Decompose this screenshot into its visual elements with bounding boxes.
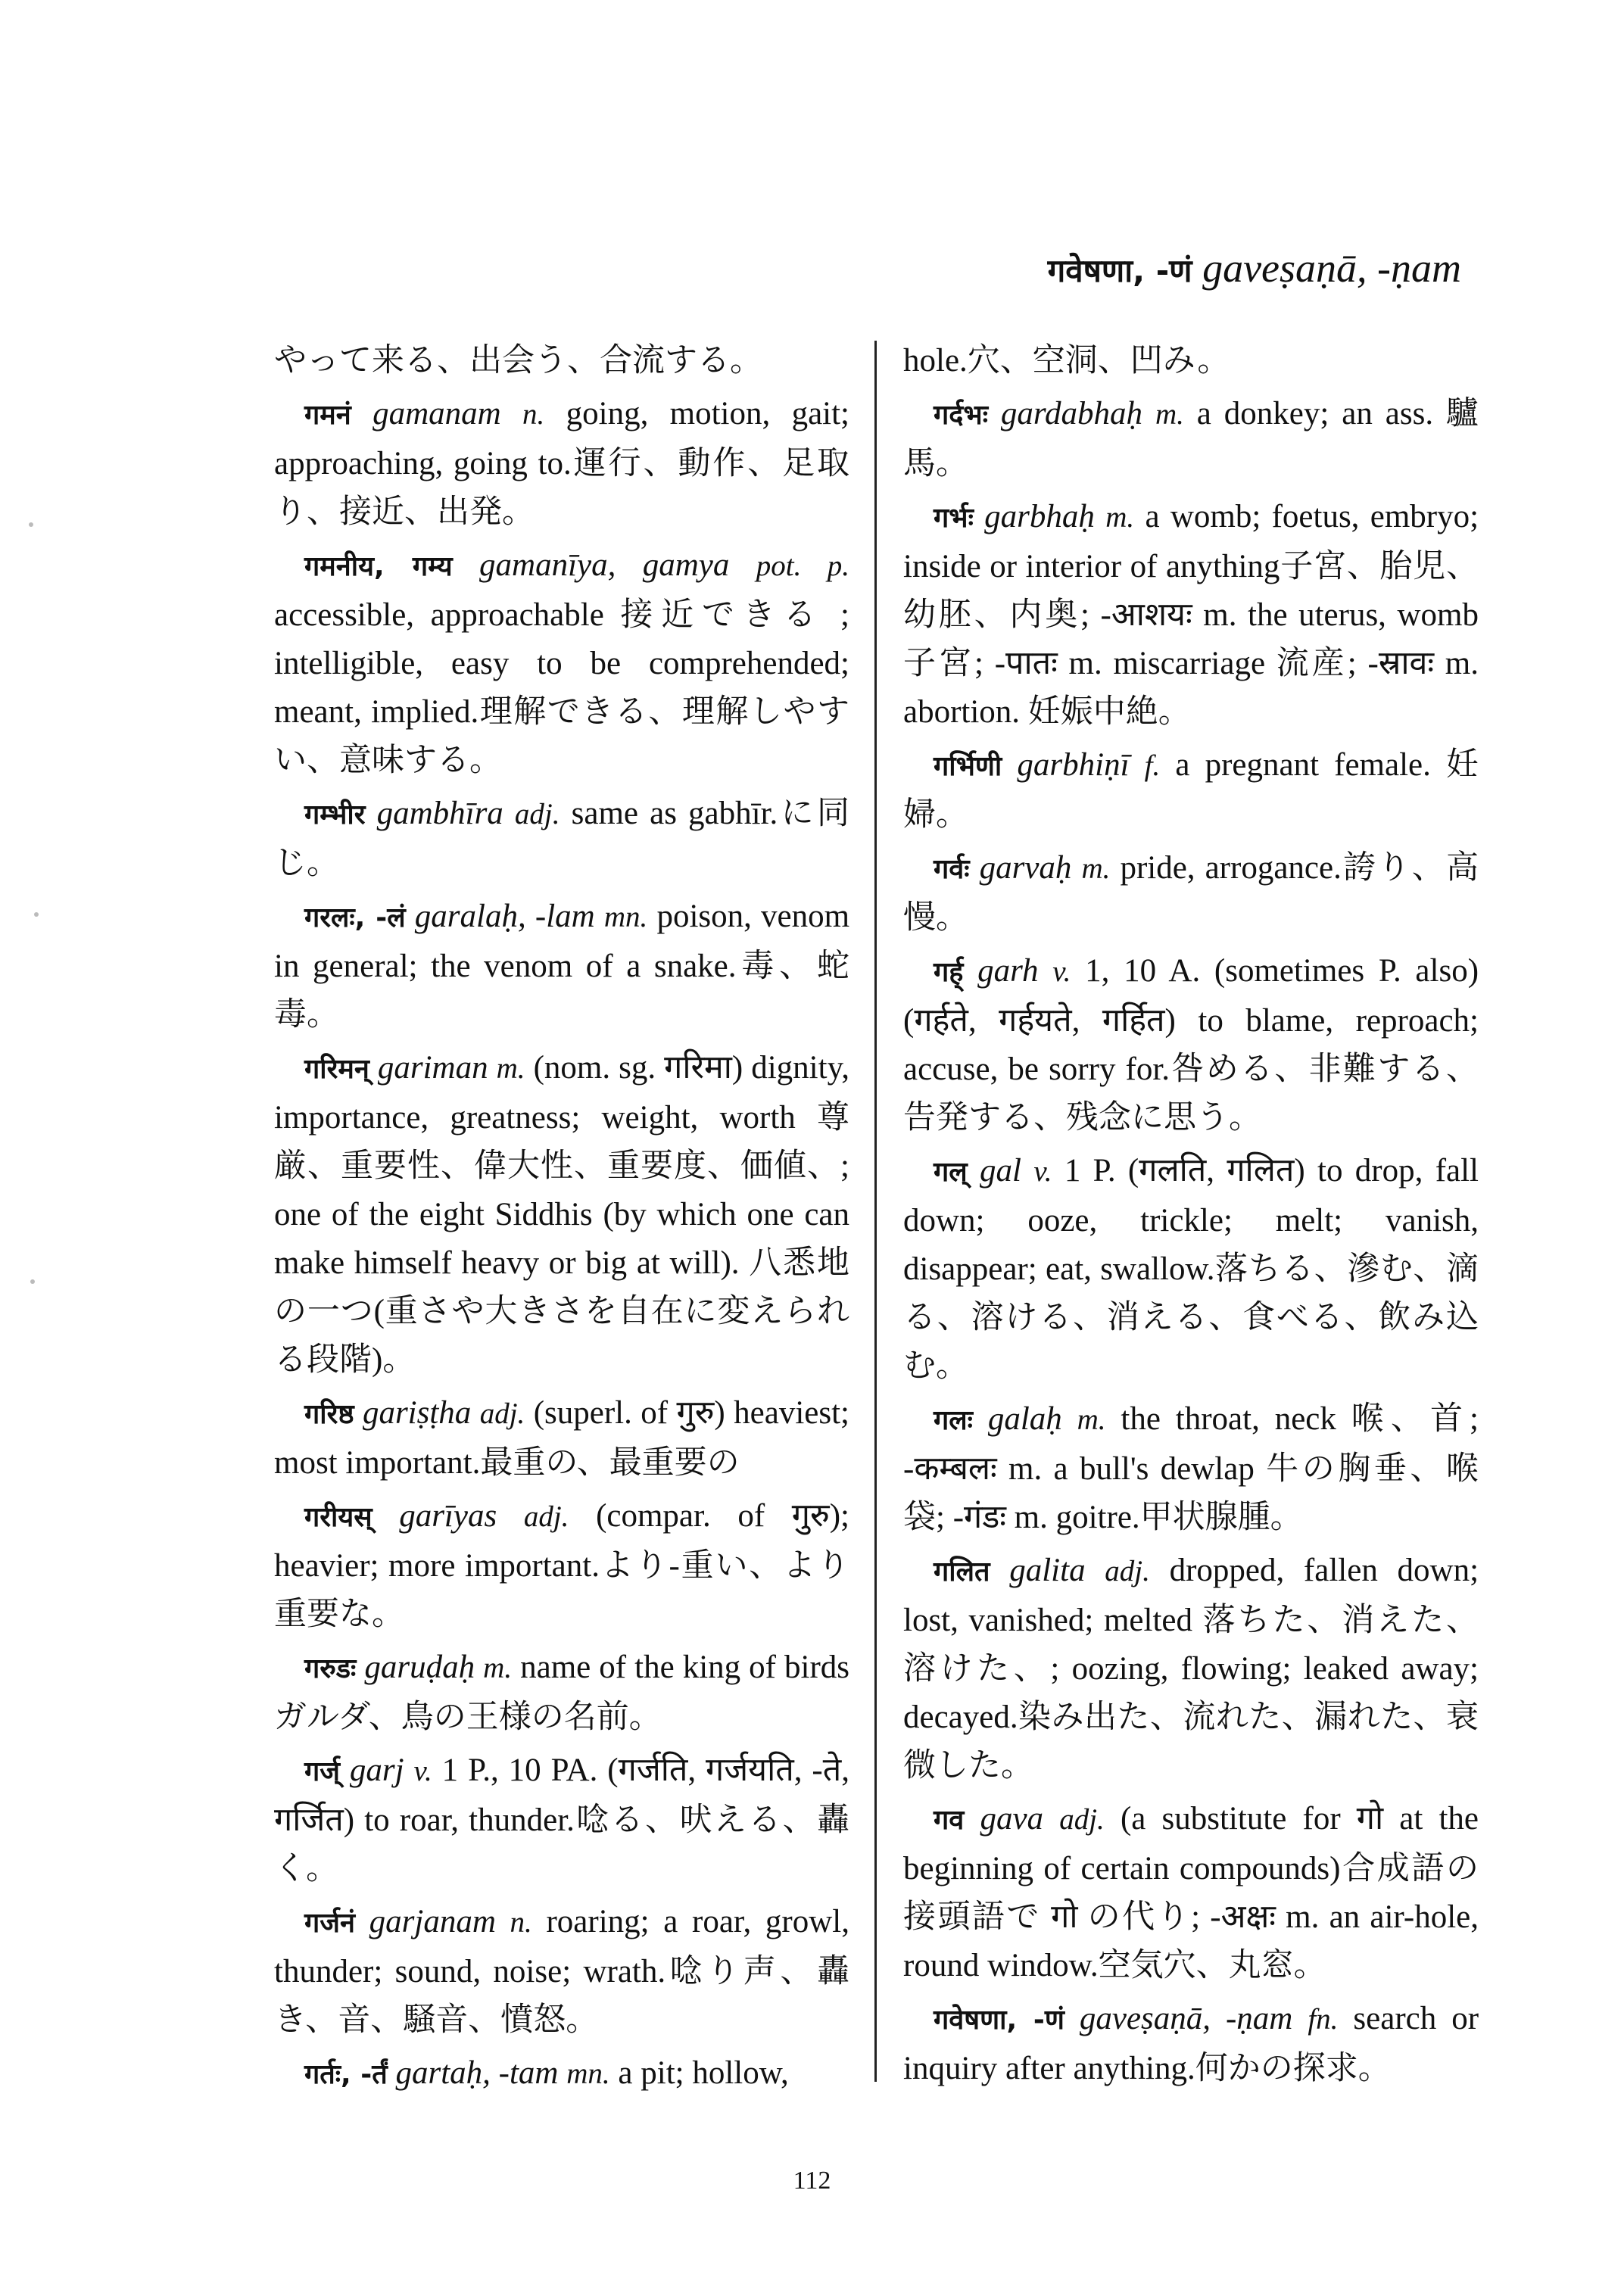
dictionary-entry bbox=[903, 947, 1479, 1142]
headword-roman: garj bbox=[349, 1752, 404, 1788]
continued-entry bbox=[903, 337, 1479, 385]
grammar-tag: n. bbox=[522, 398, 545, 431]
grammar-tag: mn. bbox=[603, 901, 648, 933]
dictionary-entry bbox=[274, 1492, 849, 1639]
headword-devanagari: गरुडः bbox=[304, 1653, 357, 1684]
headword-roman: gaveṣaṇā, -ṇam bbox=[1079, 2001, 1293, 2036]
grammar-tag: m. bbox=[1081, 852, 1111, 885]
definition-text: 1 P., 10 PA. (गर्जति, गर्जयति, -ते, गर्जित) to roar, thunder.唸る、吠える、轟く。 bbox=[274, 1752, 850, 1886]
headword-devanagari: गर्भिणी bbox=[934, 751, 1002, 782]
headword-devanagari: गमनं bbox=[304, 400, 351, 431]
dictionary-entry bbox=[274, 2049, 849, 2099]
dictionary-entry bbox=[903, 1147, 1479, 1391]
definition-text: hole.穴、空洞、凹み。 bbox=[903, 343, 1230, 379]
definition-text: pride, arrogance.誇り、高慢。 bbox=[903, 850, 1479, 936]
definition-text: 1 P. (गलति, गलित) to drop, fall down; ooze, trickle; melt; vanish, disappear; eat, swallow.落ちる、滲む、滴る、溶ける、消える、食べる、飲み込む。 bbox=[903, 1153, 1479, 1384]
headword-devanagari: गम्भीर bbox=[304, 799, 366, 830]
headword-roman: garbhaḥ bbox=[984, 499, 1095, 534]
scan-speck bbox=[34, 912, 39, 917]
grammar-tag: f. bbox=[1144, 749, 1161, 782]
definition-text: the throat, neck 喉、首; -कम्बलः m. a bull's dewlap 牛の胸垂、喉袋; -गंडः m. goitre.甲状腺腫。 bbox=[903, 1401, 1479, 1535]
left-column bbox=[274, 337, 849, 2104]
definition-text: search or inquiry after anything.何かの探求。 bbox=[903, 2001, 1479, 2086]
grammar-tag: v. bbox=[1033, 1155, 1052, 1188]
right-column bbox=[903, 337, 1479, 2098]
definition-text: a pregnant female. 妊婦。 bbox=[903, 747, 1479, 833]
dictionary-entry bbox=[274, 1643, 849, 1742]
dictionary-entry bbox=[903, 1395, 1479, 1542]
definition-text: same as gabhīr.に同じ。 bbox=[274, 796, 850, 881]
grammar-tag: mn. bbox=[566, 2058, 610, 2090]
scan-speck bbox=[29, 522, 33, 527]
page-number: 112 bbox=[793, 2167, 831, 2195]
scan-speck bbox=[30, 1279, 35, 1284]
headword-roman: gambhīra bbox=[376, 796, 503, 831]
definition-text: accessible, approachable 接近できる ; intelligible, easy to be comprehended; meant, implied.理解できる、理解しやすい、意味する。 bbox=[274, 597, 849, 778]
headword-roman: garuḍaḥ bbox=[364, 1650, 475, 1685]
definition-text: going, motion, gait; approaching, going to.運行、動作、足取り、接近、出発。 bbox=[274, 396, 849, 530]
column-divider bbox=[874, 341, 877, 2082]
headword-devanagari: गरिमन् bbox=[304, 1054, 369, 1085]
definition-text: (compar. of गुरु); heavier; more important.より-重い、より重要な。 bbox=[274, 1498, 849, 1632]
grammar-tag: fn. bbox=[1308, 2003, 1339, 2036]
definition-text: (superl. of गुरु) heaviest; most important.最重の、最重要の bbox=[274, 1395, 849, 1481]
dictionary-entry bbox=[274, 1898, 849, 2045]
definition-text: 1, 10 A. (sometimes P. also) (गर्हते, गर्हयते, गर्हित) to blame, reproach; accuse, be sorry for.咎める、非難する、告発する、残念に思う。 bbox=[903, 953, 1479, 1136]
headword-roman: gartaḥ, -tam bbox=[395, 2055, 559, 2091]
dictionary-entry bbox=[903, 1547, 1479, 1790]
definition-text: a donkey; an ass. 驢馬。 bbox=[903, 396, 1479, 481]
dictionary-entry bbox=[903, 844, 1479, 942]
definition-text: name of the king of birds ガルダ、鳥の王様の名前。 bbox=[274, 1650, 850, 1735]
headword-roman: garīyas bbox=[399, 1498, 497, 1534]
headword-roman: gariman bbox=[377, 1050, 488, 1086]
headword-devanagari: गर्तः, -र्तं bbox=[304, 2059, 388, 2090]
dictionary-entry bbox=[274, 1044, 849, 1385]
headword-devanagari: गमनीय, गम्य bbox=[304, 551, 453, 582]
headword-roman: garh bbox=[977, 953, 1039, 989]
headword-devanagari: गलः bbox=[934, 1405, 973, 1436]
dictionary-entry bbox=[903, 390, 1479, 488]
headword-devanagari: गलित bbox=[934, 1556, 990, 1587]
grammar-tag: m. bbox=[1105, 501, 1135, 534]
grammar-tag: n. bbox=[510, 1906, 532, 1939]
headword-roman: garalaḥ, -lam bbox=[414, 899, 595, 934]
definition-text: (a substitute for गो at the beginning of certain compounds)合成語の接頭語で गो の代り; -अक्षः m. an air-hole, round window.空気穴、丸窓。 bbox=[903, 1801, 1479, 1983]
headword-roman: gamanam bbox=[372, 396, 501, 431]
definition-text: a pit; hollow, bbox=[618, 2055, 789, 2091]
grammar-tag: adj. bbox=[1105, 1555, 1150, 1587]
dictionary-entry bbox=[903, 493, 1479, 737]
continued-entry bbox=[274, 337, 849, 385]
grammar-tag: v. bbox=[413, 1755, 432, 1787]
dictionary-entry bbox=[903, 1795, 1479, 1990]
dictionary-entry bbox=[903, 741, 1479, 840]
headword-roman: gal bbox=[980, 1153, 1021, 1189]
headword-roman: garjanam bbox=[369, 1904, 496, 1939]
headword-roman: gava bbox=[980, 1801, 1044, 1837]
grammar-tag: m. bbox=[1155, 398, 1184, 431]
grammar-tag: m. bbox=[496, 1052, 525, 1085]
dictionary-entry bbox=[274, 893, 849, 1039]
definition-text: やって来る、出会う、合流する。 bbox=[274, 343, 762, 379]
grammar-tag: pot. p. bbox=[756, 550, 849, 582]
headword-roman: galaḥ bbox=[987, 1401, 1062, 1437]
headword-roman: garvaḥ bbox=[979, 850, 1072, 886]
grammar-tag: m. bbox=[1077, 1404, 1106, 1436]
definition-text: (nom. sg. गरिमा) dignity, importance, greatness; weight, worth 尊厳、重要性、偉大性、重要度、価値、; one of the eight Siddhis (by which one can make himself heavy or big at will). 八悉地の一つ(重さや大きさを自在に変えられる段階)。 bbox=[274, 1050, 850, 1378]
headword-roman: gamanīya, gamya bbox=[479, 547, 730, 583]
dictionary-entry bbox=[274, 1389, 849, 1488]
grammar-tag: adj. bbox=[523, 1500, 569, 1533]
running-head bbox=[1048, 244, 1461, 293]
dictionary-entry bbox=[274, 541, 849, 785]
grammar-tag: adj. bbox=[514, 798, 560, 830]
grammar-tag: adj. bbox=[479, 1397, 525, 1430]
headword-devanagari: गवेषणा, -णं bbox=[934, 2005, 1064, 2036]
headword-devanagari: गर्ज् bbox=[304, 1756, 340, 1787]
headword-devanagari: गर्वः bbox=[934, 854, 970, 885]
headword-devanagari: गर्ह् bbox=[934, 957, 964, 988]
grammar-tag: m. bbox=[483, 1652, 513, 1684]
headword-devanagari: गल् bbox=[934, 1157, 968, 1188]
grammar-tag: v. bbox=[1052, 955, 1071, 988]
headword-devanagari: गव bbox=[934, 1805, 965, 1836]
running-head-devanagari: गवेषणा, -णं bbox=[1047, 252, 1192, 289]
dictionary-entry bbox=[274, 790, 849, 888]
headword-roman: garbhiṇī bbox=[1017, 747, 1130, 783]
headword-devanagari: गरीयस् bbox=[304, 1502, 372, 1533]
definition-text: dropped, fallen down; lost, vanished; melted 落ちた、消えた、溶けた、; oozing, flowing; leaked away; decayed.染み出た、流れた、漏れた、衰微した。 bbox=[903, 1553, 1479, 1784]
headword-roman: galita bbox=[1009, 1553, 1086, 1588]
dictionary-entry bbox=[274, 390, 849, 537]
headword-devanagari: गर्भः bbox=[934, 503, 974, 534]
running-head-roman: gaveṣaṇā, -ṇam bbox=[1202, 245, 1461, 291]
headword-devanagari: गर्जनं bbox=[304, 1908, 355, 1939]
definition-text: roaring; a roar, growl, thunder; sound, noise; wrath.唸り声、轟き、音、騒音、憤怒。 bbox=[274, 1904, 850, 2038]
grammar-tag: adj. bbox=[1059, 1803, 1105, 1836]
headword-devanagari: गर्दभः bbox=[934, 400, 988, 431]
headword-devanagari: गरलः, -लं bbox=[304, 902, 406, 933]
definition-text: a womb; foetus, embryo; inside or interior of anything子宮、胎児、幼胚、内奥; -आशयः m. the uterus, womb 子宮; -पातः m. miscarriage 流産; -स्रावः m. abortion. 妊娠中絶。 bbox=[903, 499, 1479, 730]
headword-devanagari: गरिष्ठ bbox=[304, 1399, 354, 1430]
headword-roman: gardabhaḥ bbox=[1000, 396, 1143, 431]
dictionary-entry bbox=[903, 1995, 1479, 2093]
headword-roman: gariṣṭha bbox=[362, 1395, 472, 1431]
dictionary-entry bbox=[274, 1746, 849, 1893]
definition-text: poison, venom in general; the venom of a snake.毒、蛇毒。 bbox=[274, 899, 850, 1033]
